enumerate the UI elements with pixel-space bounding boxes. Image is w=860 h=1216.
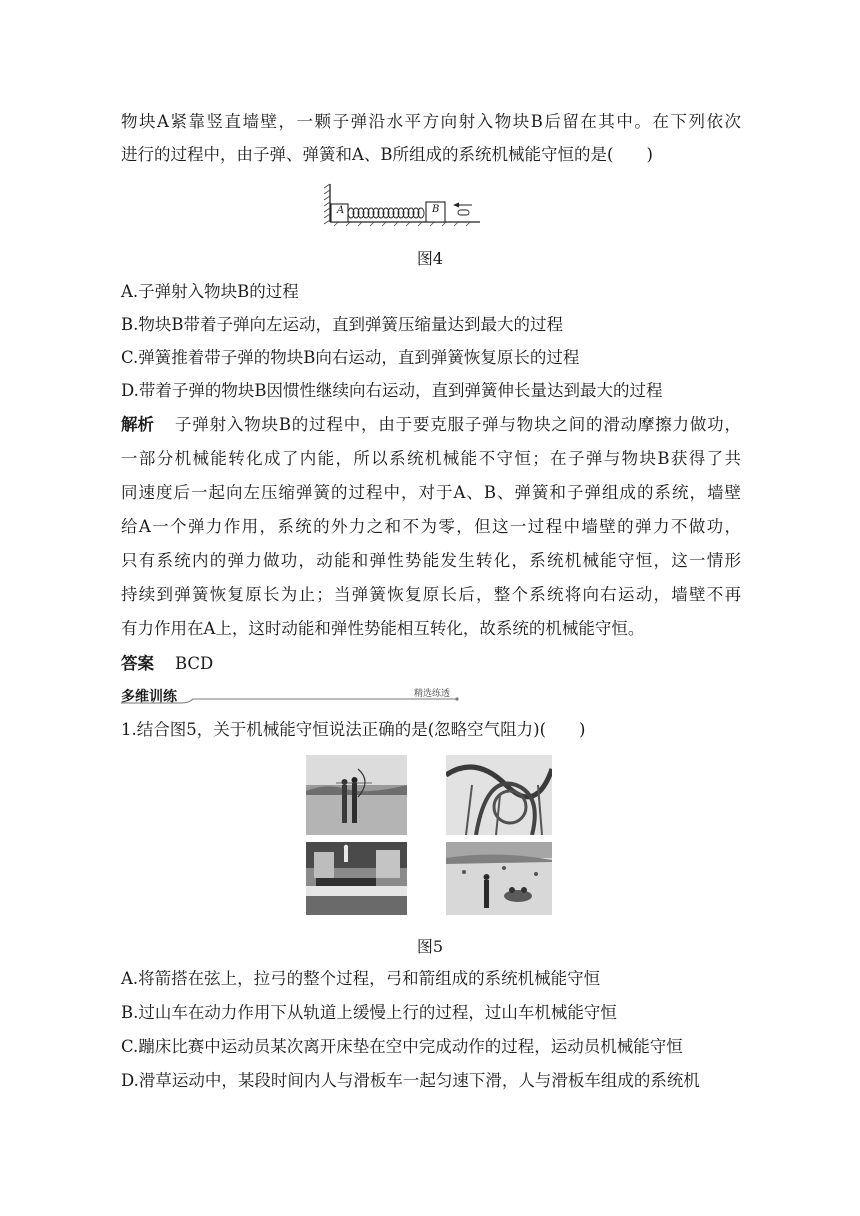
analysis-line-2: 一部分机械能转化成了内能，所以系统机械能不守恒；在子弹与物块B获得了共 [121,449,741,468]
figure-label-a: A [337,205,345,216]
question-line-2: 进行的过程中，由子弹、弹簧和A、B所组成的系统机械能守恒的是( ) [121,145,653,164]
analysis-line-5: 只有系统内的弹力做功，动能和弹性势能发生转化，系统机械能守恒，这一情形 [121,551,741,570]
answer-value: BCD [175,654,214,673]
q2-option-c: C.蹦床比赛中运动员某次离开床垫在空中完成动作的过程，运动员机械能守恒 [121,1037,683,1056]
option-d: D.带着子弹的物块B因惯性继续向右运动，直到弹簧伸长量达到最大的过程 [121,381,663,400]
section-underline [121,697,461,707]
figure-label-b: B [432,204,440,215]
analysis-line-6: 持续到弹簧恢复原长为止；当弹簧恢复原长后，整个系统将向右运动，墙壁不再 [121,585,741,604]
q2-option-a: A.将箭搭在弦上，拉弓的整个过程，弓和箭组成的系统机械能守恒 [121,969,601,988]
analysis-label: 解析 [121,415,154,434]
option-a: A.子弹射入物块B的过程 [121,282,299,301]
analysis-line-3: 同速度后一起向左压缩弹簧的过程中，对于A、B、弹簧和子弹组成的系统，墙壁 [121,483,741,502]
figure-4-caption: 图4 [416,249,444,268]
photo-grass-skiing [446,842,552,915]
q2-option-d: D.滑草运动中，某段时间内人与滑板车一起匀速下滑，人与滑板车组成的系统机 [121,1071,700,1090]
figure-4-diagram [322,180,482,228]
analysis-line-1: 子弹射入物块B的过程中，由于要克服子弹与物块之间的滑动摩擦力做功， [175,415,741,434]
question-line-1: 物块A紧靠竖直墙壁，一颗子弹沿水平方向射入物块B后留在其中。在下列依次 [121,112,741,131]
question2-stem: 1.结合图5，关于机械能守恒说法正确的是(忽略空气阻力)( ) [121,720,586,739]
analysis-line-7: 有力作用在A上，这时动能和弹性势能相互转化，故系统的机械能守恒。 [121,619,645,638]
photo-archery [306,755,407,835]
option-b: B.物块B带着子弹向左运动，直到弹簧压缩量达到最大的过程 [121,315,563,334]
q2-option-b: B.过山车在动力作用下从轨道上缓慢上行的过程，过山车机械能守恒 [121,1003,617,1022]
photo-trampoline [306,842,407,915]
section-title: 多维训练 [121,689,177,705]
answer-label: 答案 [121,654,154,673]
option-c: C.弹簧推着带子弹的物块B向右运动，直到弹簧恢复原长的过程 [121,348,580,367]
section-subtitle: 精选练透 [414,689,451,699]
figure-5-caption: 图5 [416,937,444,956]
analysis-line-4: 给A一个弹力作用，系统的外力之和不为零，但这一过程中墙壁的弹力不做功， [121,517,741,536]
photo-roller-coaster [446,755,552,835]
